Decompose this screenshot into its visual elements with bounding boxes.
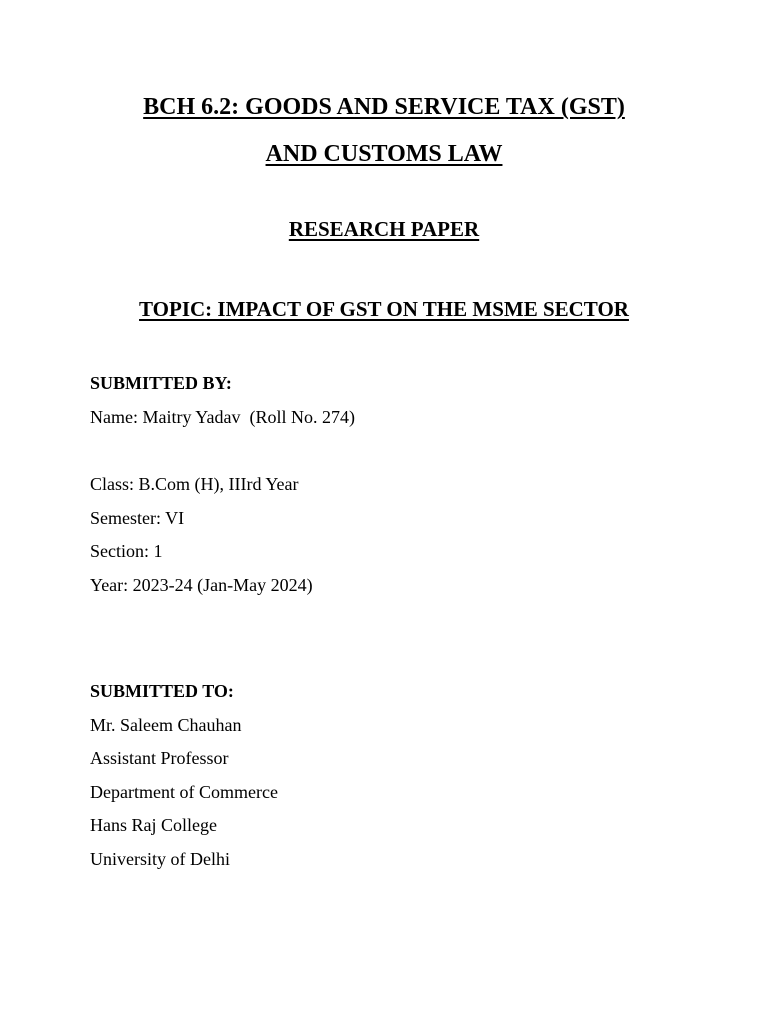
course-title-line-2: AND CUSTOMS LAW xyxy=(265,141,503,167)
submitted-by-heading: SUBMITTED BY: xyxy=(90,373,232,393)
university: University of Delhi xyxy=(90,849,230,869)
student-name: Name: Maitry Yadav (Roll No. 274) xyxy=(90,407,355,427)
professor-name: Mr. Saleem Chauhan xyxy=(90,715,242,735)
course-title-line-1: BCH 6.2: GOODS AND SERVICE TAX (GST) xyxy=(143,94,625,120)
topic-heading: TOPIC: IMPACT OF GST ON THE MSME SECTOR xyxy=(139,297,629,321)
student-class: Class: B.Com (H), IIIrd Year xyxy=(90,474,299,494)
paper-type: RESEARCH PAPER xyxy=(288,217,480,241)
college: Hans Raj College xyxy=(90,815,217,835)
academic-year: Year: 2023-24 (Jan-May 2024) xyxy=(90,575,313,595)
student-semester: Semester: VI xyxy=(90,508,185,528)
student-section: Section: 1 xyxy=(90,541,163,561)
professor-designation: Assistant Professor xyxy=(90,748,229,768)
submitted-to-heading: SUBMITTED TO: xyxy=(90,681,234,701)
department: Department of Commerce xyxy=(90,782,278,802)
